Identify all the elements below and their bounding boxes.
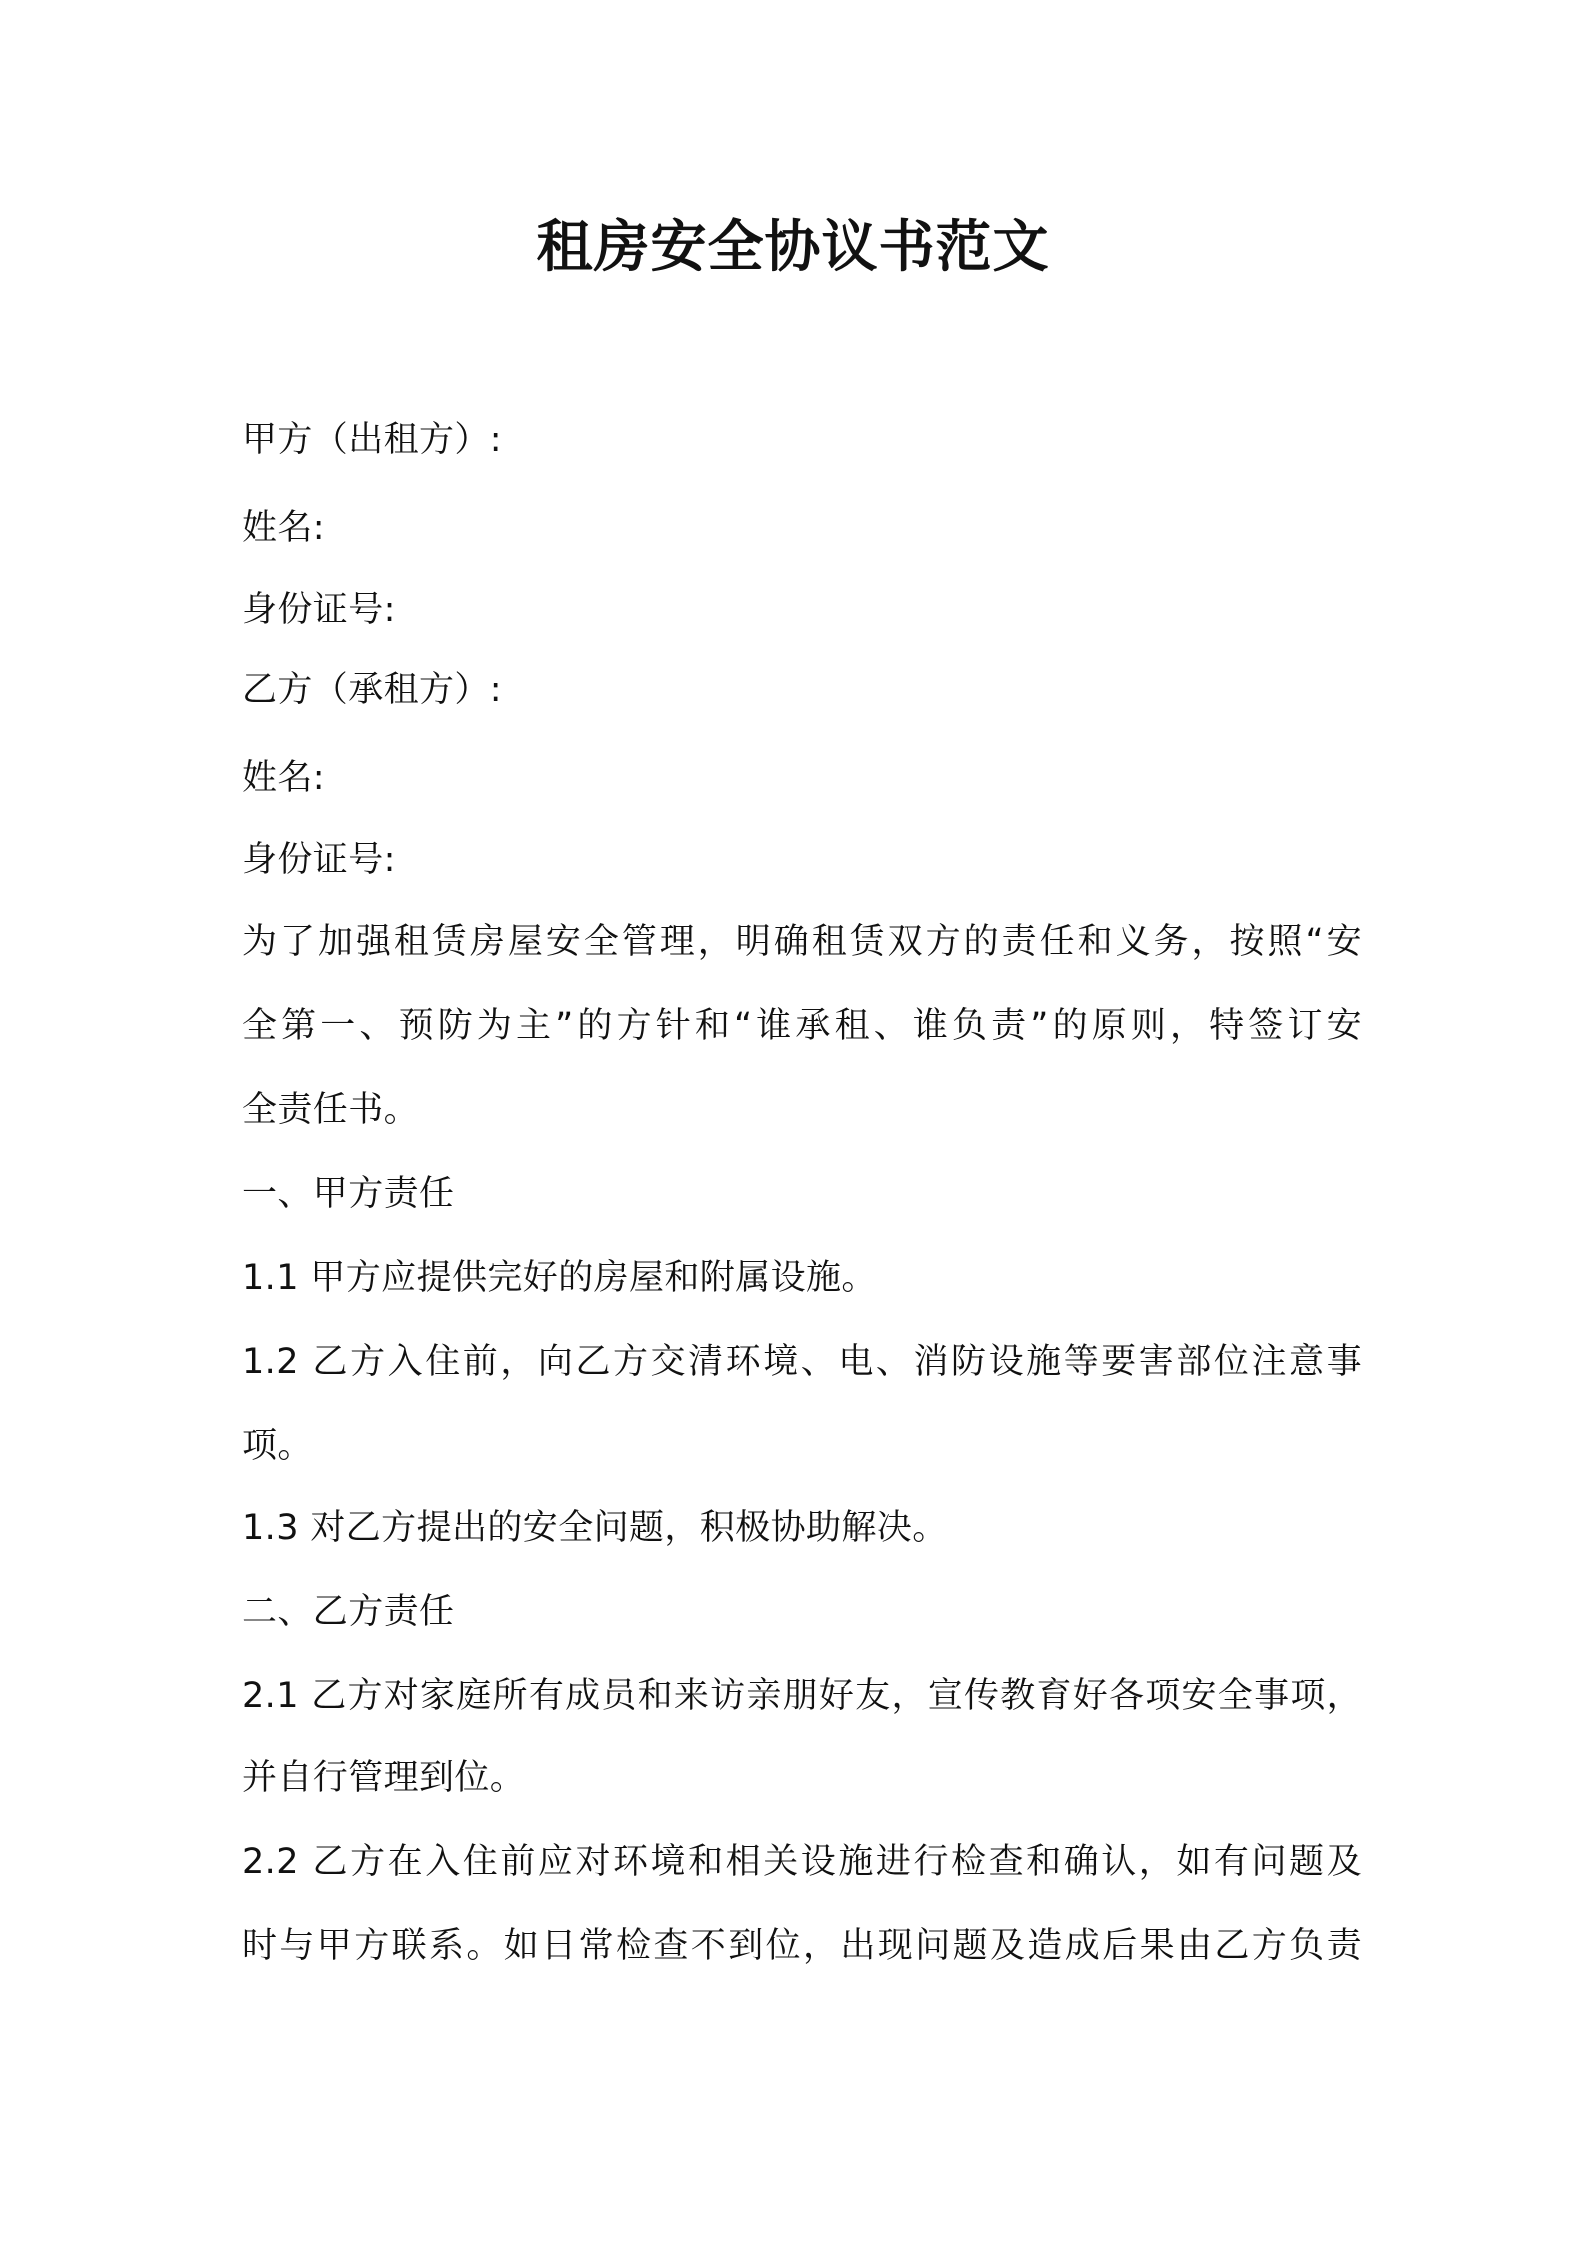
clause-2-2-line: 时与甲方联系。如日常检查不到位，出现问题及造成后果由乙方负责	[242, 1926, 1362, 1966]
clause-2-1-line: 2.1 乙方对家庭所有成员和来访亲朋好友，宣传教育好各项安全事项，	[242, 1676, 1362, 1716]
party-a-name-label: 姓名:	[242, 508, 325, 548]
party-a-heading: 甲方（出租方）:	[242, 420, 502, 460]
clause-1-2-line: 项。	[242, 1426, 313, 1466]
clause-1-2-line: 1.2 乙方入住前，向乙方交清环境、电、消防设施等要害部位注意事	[242, 1342, 1362, 1382]
clause-1-3: 1.3 对乙方提出的安全问题，积极协助解决。	[242, 1508, 948, 1548]
intro-line: 为了加强租赁房屋安全管理，明确租赁双方的责任和义务，按照“安	[242, 922, 1362, 962]
section-2-heading: 二、乙方责任	[242, 1592, 455, 1632]
clause-1-1: 1.1 甲方应提供完好的房屋和附属设施。	[242, 1258, 877, 1298]
intro-line: 全第一、预防为主”的方针和“谁承租、谁负责”的原则，特签订安	[242, 1006, 1362, 1046]
document-title: 租房安全协议书范文	[536, 215, 1050, 280]
party-a-id-label: 身份证号:	[242, 590, 396, 630]
section-1-heading: 一、甲方责任	[242, 1174, 455, 1214]
party-b-name-label: 姓名:	[242, 758, 325, 798]
intro-line: 全责任书。	[242, 1090, 420, 1130]
party-b-id-label: 身份证号:	[242, 840, 396, 880]
clause-2-1-line: 并自行管理到位。	[242, 1758, 526, 1798]
party-b-heading: 乙方（承租方）:	[242, 670, 502, 710]
clause-2-2-line: 2.2 乙方在入住前应对环境和相关设施进行检查和确认，如有问题及	[242, 1842, 1362, 1882]
